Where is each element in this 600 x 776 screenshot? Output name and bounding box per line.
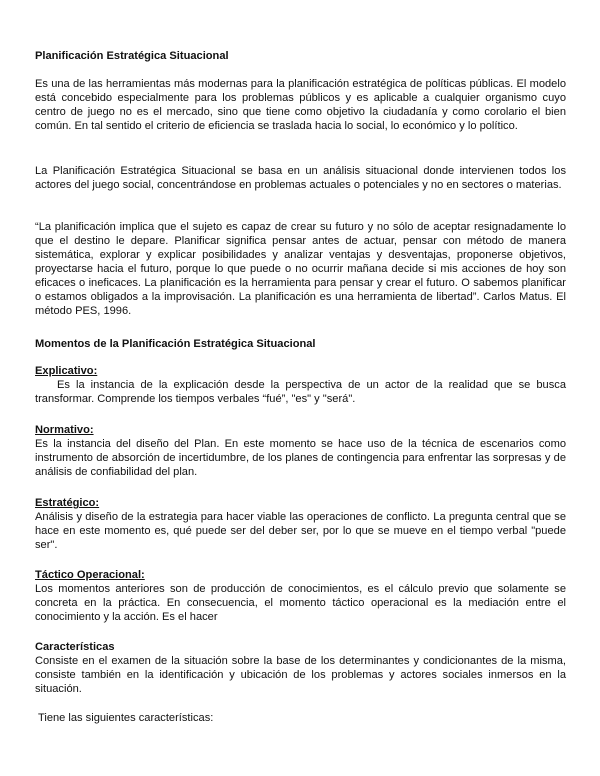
moment-normativo-heading: Normativo: xyxy=(35,424,94,436)
characteristics-heading: Características xyxy=(35,641,115,653)
moment-explicativo-text: Es la instancia de la explicación desde la perspectiva de un actor de la realidad que se busca transformar. Comprende los tiempos verbales “fué”, "es" y "será". xyxy=(35,379,566,405)
characteristics-intro: Tiene las siguientes características: xyxy=(38,712,214,724)
moments-title: Momentos de la Planificación Estratégica Situacional xyxy=(35,338,316,350)
moment-explicativo-heading: Explicativo: xyxy=(35,365,98,377)
moment-normativo xyxy=(35,423,566,479)
characteristics-text: Consiste en el examen de la situación sobre la base de los determinantes y condicionantes de la misma, consiste también en la identificación y ubicación de los problemas y actores sociales inmersos en la situación. xyxy=(35,655,566,695)
intro-paragraph: Es una de las herramientas más modernas para la planificación estratégica de políticas públicas. El modelo está concebido especialmente para los problemas públicos y es aplicable a cualquier organismo cuyo centro de juego no es el mercado, sino que tiene como objetivo la ciudadanía y como corolario el bien común. En tal sentido el criterio de eficiencia se traslada hacia lo social, lo económico y lo político. xyxy=(35,78,566,132)
characteristics-section xyxy=(35,640,566,696)
moment-normativo-text: Es la instancia del diseño del Plan. En este momento se hace uso de la técnica de escenarios como instrumento de absorción de incertidumbre, de los planes de contingencia para enfrentar las sorpresas y de análisis de confiabilidad del plan. xyxy=(35,438,566,478)
moment-tactico-operacional xyxy=(35,568,566,624)
matus-quote-paragraph: “La planificación implica que el sujeto es capaz de crear su futuro y no sólo de aceptar resignadamente lo que el destino le depare. Planificar significa pensar antes de actuar, pensar con método de manera sistemática, explorar y explicar posibilidades y analizar ventajas y desventajas, proponerse objetivos, proyectarse hacia el futuro, porque lo que puede o no ocurrir mañana decide si mis acciones de hoy son eficaces o ineficaces. La planificación es la herramienta para pensar y crear el futuro. O sabemos planificar o estamos obligados a la improvisación. La planificación es una herramienta de libertad”. Carlos Matus. El método PES, 1996. xyxy=(35,221,566,317)
moment-estrategico xyxy=(35,496,566,552)
moment-explicativo xyxy=(35,364,566,406)
moment-tactico-heading: Táctico Operacional: xyxy=(35,569,145,581)
moment-tactico-text: Los momentos anteriores son de producción de conocimientos, es el cálculo previo que solamente se concreta en la práctica. En consecuencia, el momento táctico operacional es la mediación entre el conocimiento y la acción. Es el hacer xyxy=(35,583,566,623)
document-title: Planificación Estratégica Situacional xyxy=(35,50,229,62)
basis-paragraph: La Planificación Estratégica Situacional se basa en un análisis situacional donde intervienen todos los actores del juego social, concentrándose en problemas actuales o potenciales y no en sectores o materias. xyxy=(35,165,566,191)
moment-estrategico-text: Análisis y diseño de la estrategia para hacer viable las operaciones de conflicto. La pregunta central que se hace en este momento es, qué puede ser del deber ser, por lo que se mueve en el tiempo verbal "puede ser". xyxy=(35,511,566,551)
moment-estrategico-heading: Estratégico: xyxy=(35,497,100,509)
